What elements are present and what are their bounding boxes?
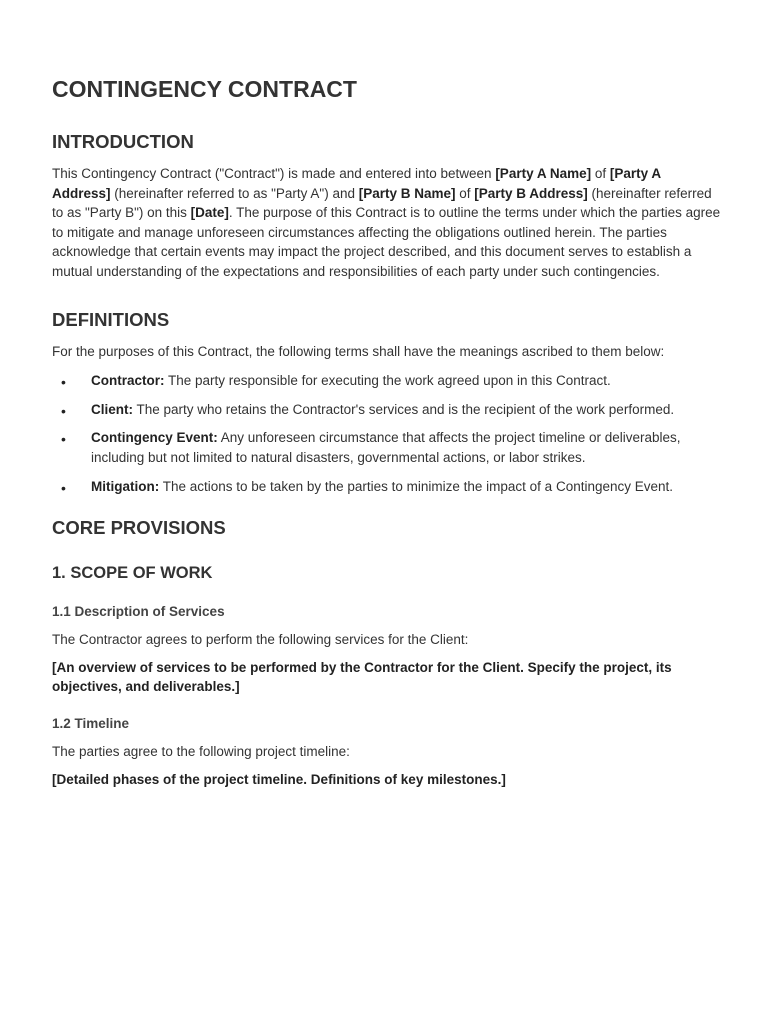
intro-text-4: of: [455, 185, 475, 201]
introduction-paragraph: [52, 164, 722, 282]
list-item: [52, 428, 722, 467]
definition-term: Mitigation:: [91, 478, 160, 494]
definition-text: The party responsible for executing the work agreed upon in this Contract.: [164, 373, 611, 389]
definitions-list: [52, 371, 722, 496]
core-provisions-heading: CORE PROVISIONS: [52, 517, 226, 539]
party-a-address-placeholder: [Party A Address]: [52, 166, 661, 201]
definition-term: Contractor:: [91, 373, 165, 389]
definitions-lead: For the purposes of this Contract, the following terms shall have the meanings ascribed to them below:: [52, 343, 665, 359]
intro-text-2: of: [591, 166, 610, 181]
document-page: [52, 66, 722, 789]
document-title: CONTINGENCY CONTRACT: [52, 76, 357, 102]
definition-term: Client:: [91, 401, 133, 417]
bullet-icon: •: [61, 431, 66, 448]
definition-text: Any unforeseen circumstance that affects the project timeline or deliverables, including but not limited to natural disasters, governmental actions, or labor strikes.: [91, 430, 681, 465]
party-a-name-placeholder: [Party A Name]: [495, 166, 592, 181]
introduction-heading: INTRODUCTION: [52, 131, 194, 152]
bullet-icon: •: [61, 374, 66, 391]
timeline-heading: 1.2 Timeline: [52, 715, 130, 731]
party-b-address-placeholder: [Party B Address]: [474, 185, 588, 201]
scope-of-work-heading: 1. SCOPE OF WORK: [52, 564, 213, 583]
description-lead: The Contractor agrees to perform the following services for the Client:: [52, 632, 469, 648]
date-placeholder: [Date]: [190, 205, 229, 221]
bullet-icon: •: [61, 402, 66, 419]
bullet-icon: •: [61, 479, 66, 496]
definition-text: The party who retains the Contractor's services and is the recipient of the work performed.: [133, 401, 675, 417]
definition-term: Contingency Event:: [91, 430, 218, 446]
intro-text-6: . The purpose of this Contract is to outline the terms under which the parties agree to mitigate and manage unforeseen circumstances affecting the obligations outlined herein. The parties acknowledge that certain events may impact the project described, and this document serves to establish a mutual understanding of the expectations and responsibilities of each party under such contingencies.: [52, 205, 721, 279]
list-item: [52, 477, 722, 497]
intro-text-3: (hereinafter referred to as "Party A") and: [110, 185, 359, 201]
timeline-placeholder: [Detailed phases of the project timeline. Definitions of key milestones.]: [52, 771, 506, 787]
intro-text-5: (hereinafter referred to as "Party B") on this: [52, 185, 712, 221]
description-of-services-heading: 1.1 Description of Services: [52, 604, 225, 620]
list-item: [52, 371, 722, 391]
intro-text-1: This Contingency Contract ("Contract") is made and entered into between: [52, 166, 496, 181]
timeline-lead: The parties agree to the following project timeline:: [52, 743, 350, 759]
definition-text: The actions to be taken by the parties to minimize the impact of a Contingency Event.: [159, 478, 674, 494]
list-item: [52, 400, 722, 420]
definitions-heading: DEFINITIONS: [52, 308, 170, 330]
party-b-name-placeholder: [Party B Name]: [358, 185, 456, 201]
services-placeholder: [An overview of services to be performed by the Contractor for the Client. Specify the project, its objectives, and deliverables.]: [52, 659, 672, 695]
